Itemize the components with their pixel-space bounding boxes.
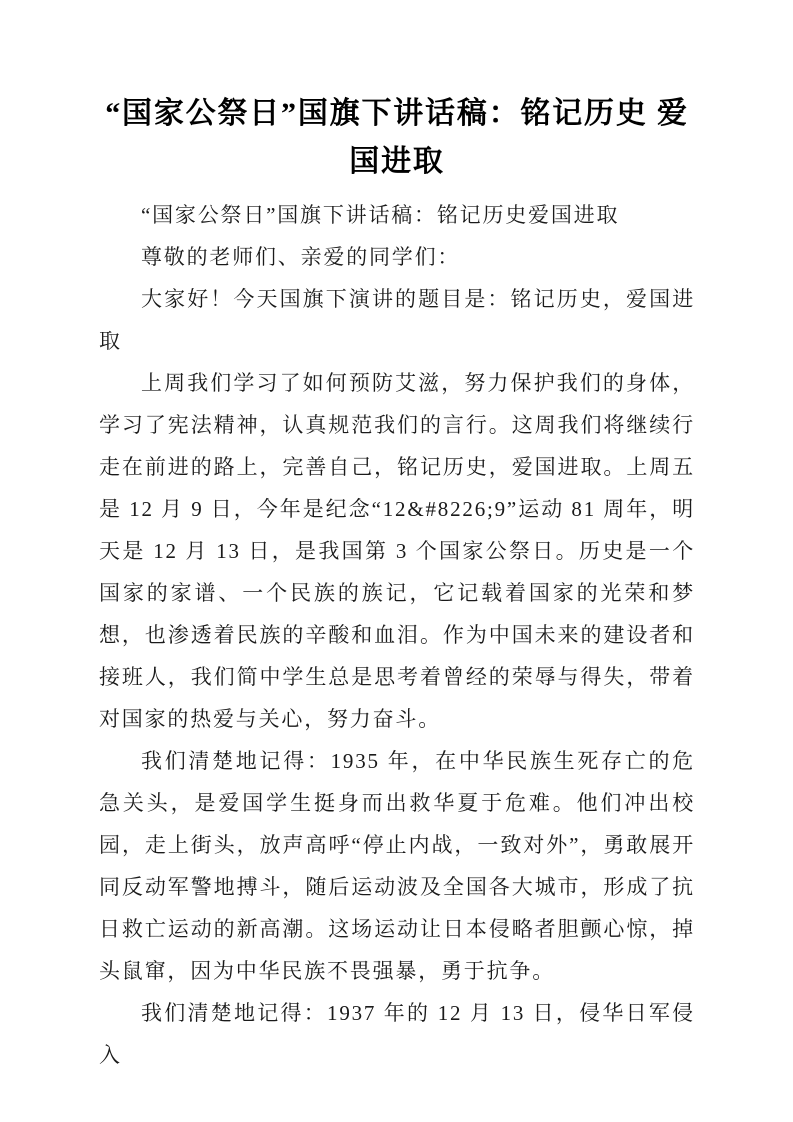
paragraph-body-3: 我们清楚地记得：1937 年的 12 月 13 日，侵华日军侵入 (99, 1001, 695, 1067)
paragraph-body-1: 上周我们学习了如何预防艾滋，努力保护我们的身体，学习了宪法精神，认真规范我们的言行。这周我们将继续行走在前进的路上，完善自己，铭记历史，爱国进取。上周五是 12 月 9 日，今年是纪念“12&#8226;9”运动 81 周年，明天是 12 月 13 日，是我国第 3 个国家公祭日。历史是一个国家的家谱、一个民族的族记，它记载着国家的光荣和梦想，也渗透着民族的辛酸和血泪。作为中国未来的建设者和接班人，我们简中学生总是思考着曾经的荣辱与得失，带着对国家的热爱与关心，努力奋斗。 (99, 371, 695, 731)
document-body (99, 194, 695, 1076)
document-title: “国家公祭日”国旗下讲话稿：铭记历史 爱国进取 (105, 97, 689, 178)
paragraph-subtitle: “国家公祭日”国旗下讲话稿：铭记历史爱国进取 (141, 203, 620, 227)
paragraph-greeting: 大家好！今天国旗下演讲的题目是：铭记历史，爱国进取 (99, 287, 695, 353)
paragraph-body-2: 我们清楚地记得：1935 年，在中华民族生死存亡的危急关头，是爱国学生挺身而出救华夏于危难。他们冲出校园，走上街头，放声高呼“停止内战，一致对外”，勇敢展开同反动军警地搏斗，随后运动波及全国各大城市，形成了抗日救亡运动的新高潮。这场运动让日本侵略者胆颤心惊，掉头鼠窜，因为中华民族不畏强暴，勇于抗争。 (99, 749, 695, 983)
paragraph-salutation: 尊敬的老师们、亲爱的同学们： (141, 245, 461, 269)
